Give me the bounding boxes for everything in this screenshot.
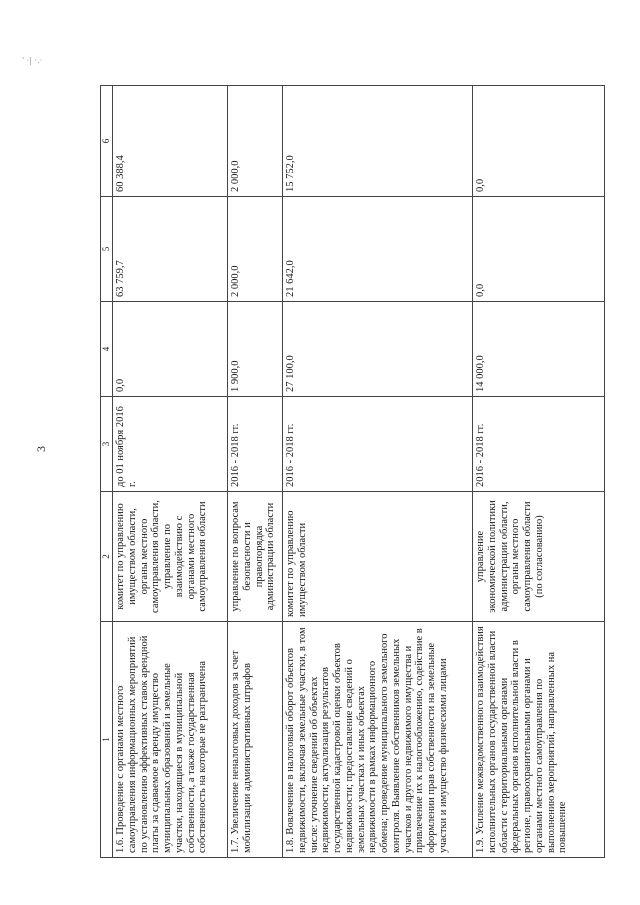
table-row xyxy=(113,86,228,858)
measure-cell: 1.8. Вовлечение в налоговый оборот объектов недвижимости, включая земельные участки, в том числе: уточнение сведений об объектах недвижимости; актуализация результатов государственной кадастровой оценки объектов недвижимости; предоставление сведений о земельных участках и иных объектах недвижимости в рамках информационного обмена; проведение муниципального земельного контроля. Выявление собственников земельных участков и другого недвижимого имущества и привлечение их к налогообложению, содействие в оформлении прав собственности на земельные участки и имущество физическими лицами xyxy=(283,622,473,858)
column-header: 2 xyxy=(101,492,113,622)
table-row xyxy=(283,86,473,858)
table-row xyxy=(473,86,605,858)
column-header: 3 xyxy=(101,397,113,492)
deadline-cell: 2016 - 2018 гг. xyxy=(473,397,605,492)
executor-cell: комитет по управлению имуществом области, органы местного самоуправления области, управление по взаимодействию с органами местного самоуправления области xyxy=(113,492,228,622)
column-header: 4 xyxy=(101,302,113,397)
value-cell: 0,0 xyxy=(473,197,605,302)
page-number: 3 xyxy=(34,446,48,452)
column-header: 6 xyxy=(101,86,113,197)
value-cell: 1 900,0 xyxy=(228,302,283,397)
measure-cell: 1.6. Проведение с органами местного самоуправления информационных мероприятий по установлению эффективных ставок арендной платы за сдаваемое в аренду имущество муниципальных образований и земельные участки, находящиеся в муниципальной собственности, а также государственная собственность на которые не разграничена xyxy=(113,622,228,858)
value-cell: 15 752,0 xyxy=(283,86,473,197)
executor-cell: управление экономической политики администрации области, органы местного самоуправления области (по согласованию) xyxy=(473,492,605,622)
value-cell: 27 100,0 xyxy=(283,302,473,397)
value-cell: 63 759,7 xyxy=(113,197,228,302)
measure-cell: 1.9. Усиление межведомственного взаимодействия исполнительных органов государственной власти области с территориальными органами федеральных органов исполнительной власти в регионе, правоохранительными органами и органами местного самоуправления по выполнению мероприятий, направленных на повышение xyxy=(473,622,605,858)
value-cell: 0,0 xyxy=(473,86,605,197)
table-row xyxy=(228,86,283,858)
value-cell: 2 000,0 xyxy=(228,197,283,302)
value-cell: 2 000,0 xyxy=(228,86,283,197)
column-header: 1 xyxy=(101,622,113,858)
measure-cell: 1.7. Увеличение неналоговых доходов за счет мобилизации административных штрафов xyxy=(228,622,283,858)
deadline-cell: 2016 - 2018 гг. xyxy=(283,397,473,492)
value-cell: 14 000,0 xyxy=(473,302,605,397)
scan-artifact: ' ·| ·.· xyxy=(22,56,43,65)
executor-cell: управление по вопросам безопасности и правопорядка администрации области xyxy=(228,492,283,622)
value-cell: 60 388,4 xyxy=(113,86,228,197)
deadline-cell: до 01 ноября 2016 г. xyxy=(113,397,228,492)
rotated-table-container xyxy=(100,86,605,858)
deadline-cell: 2016 - 2018 гг. xyxy=(228,397,283,492)
measures-table xyxy=(100,85,605,858)
table-header-row xyxy=(101,86,113,858)
value-cell: 21 642,0 xyxy=(283,197,473,302)
executor-cell: комитет по управлению имуществом области xyxy=(283,492,473,622)
column-header: 5 xyxy=(101,197,113,302)
value-cell: 0,0 xyxy=(113,302,228,397)
